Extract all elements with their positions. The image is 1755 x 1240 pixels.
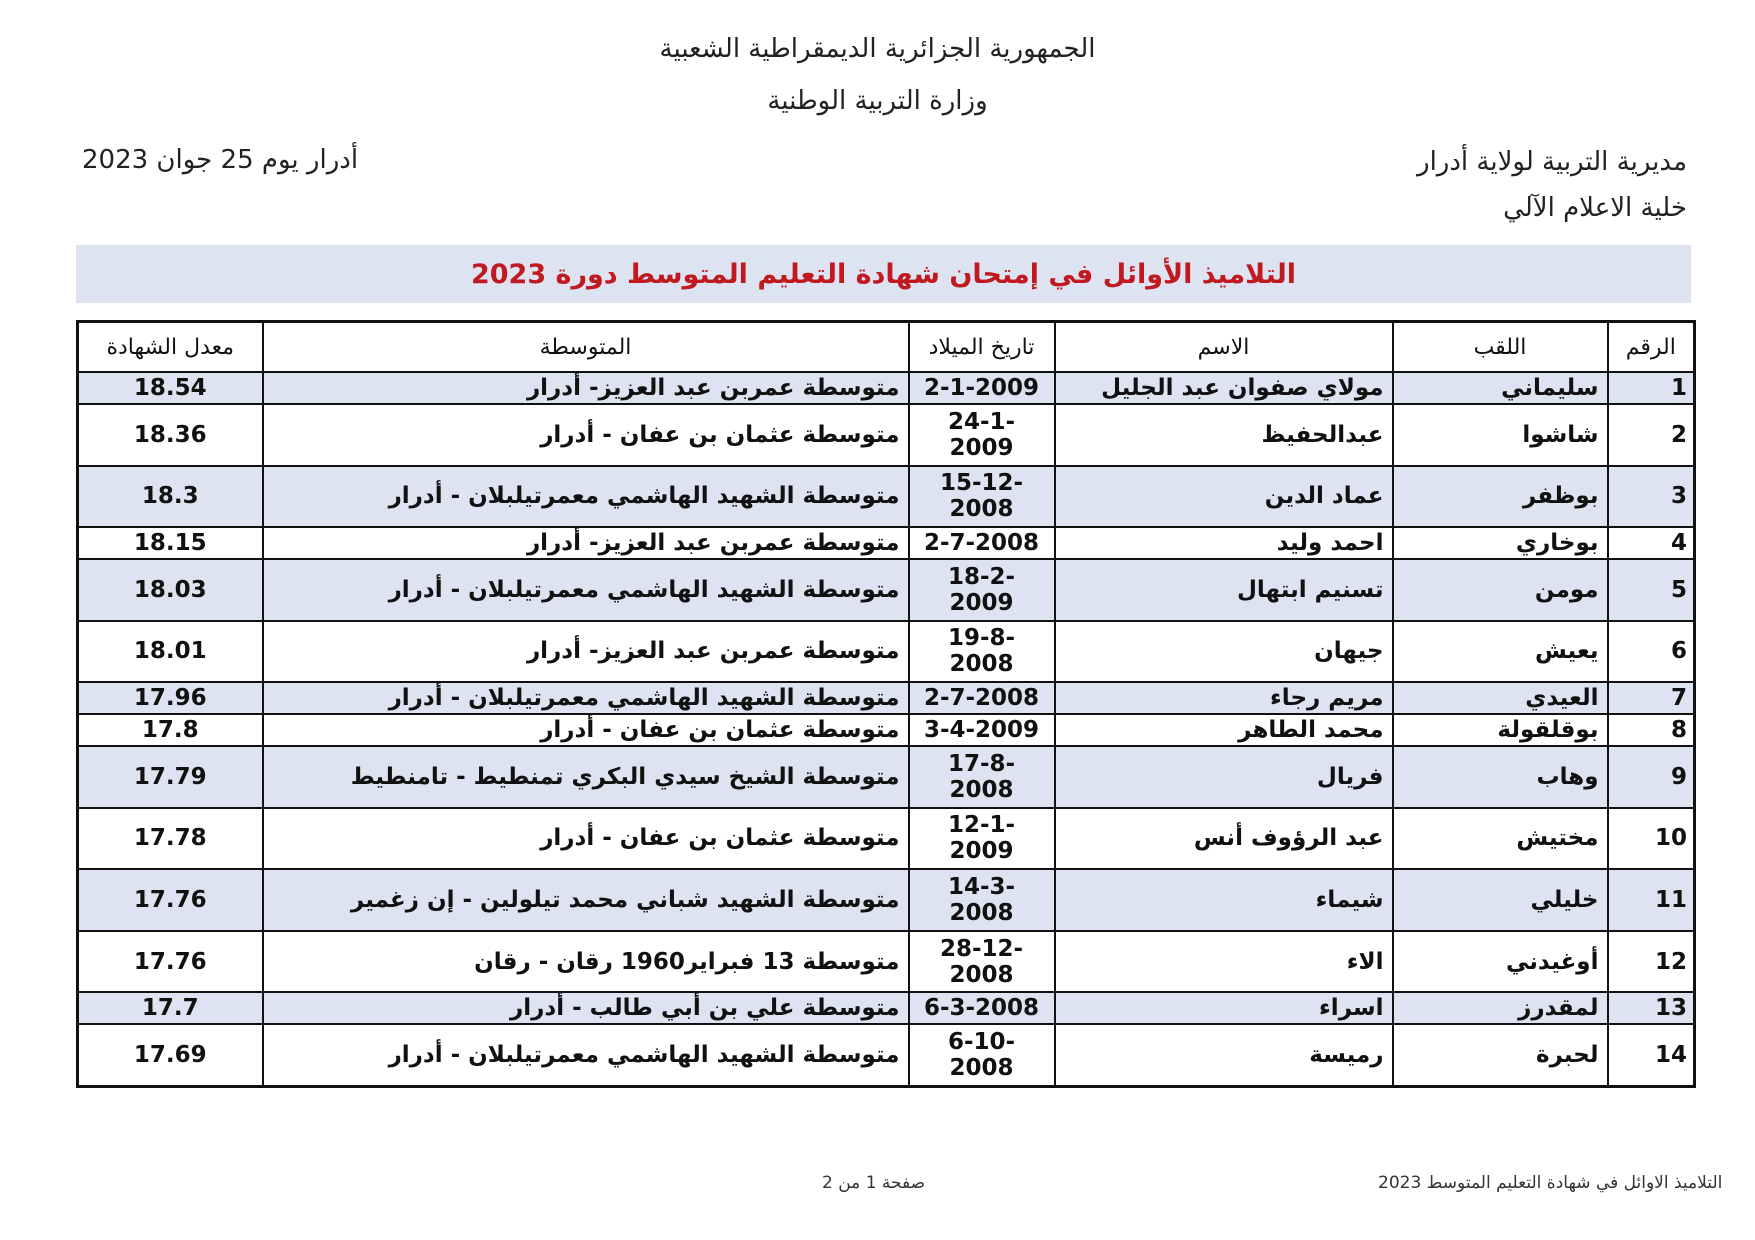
cell-average: 17.7: [78, 992, 263, 1024]
footer-doc-title: التلاميذ الاوائل في شهادة التعليم المتوسط 2023: [1378, 1173, 1723, 1193]
cell-dob: 2-1-2009: [909, 372, 1055, 404]
table-row: [78, 621, 1695, 683]
table-row: [78, 1024, 1695, 1086]
cell-school: متوسطة عثمان بن عفان - أدرار: [263, 404, 909, 466]
cell-rank: 13: [1608, 992, 1695, 1024]
table-row: [78, 808, 1695, 870]
cell-average: 17.78: [78, 808, 263, 870]
cell-average: 18.36: [78, 404, 263, 466]
cell-surname: لحبرة: [1393, 1024, 1608, 1086]
cell-school: متوسطة الشهيد شباني محمد تيلولين - إن زغمير: [263, 869, 909, 931]
cell-surname: وهاب: [1393, 746, 1608, 808]
cell-average: 18.15: [78, 527, 263, 559]
cell-name: مريم رجاء: [1055, 682, 1393, 714]
ministry-heading: وزارة التربية الوطنية: [767, 86, 988, 116]
cell-dob: 24-1-2009: [909, 404, 1055, 466]
cell-name: اسراء: [1055, 992, 1393, 1024]
cell-name: جيهان: [1055, 621, 1393, 683]
cell-name: عبدالحفيظ: [1055, 404, 1393, 466]
cell-rank: 5: [1608, 559, 1695, 621]
cell-surname: شاشوا: [1393, 404, 1608, 466]
cell-school: متوسطة عثمان بن عفان - أدرار: [263, 808, 909, 870]
cell-dob: 14-3-2008: [909, 869, 1055, 931]
column-header-average: معدل الشهادة: [78, 322, 263, 373]
cell-rank: 7: [1608, 682, 1695, 714]
column-header-name: الاسم: [1055, 322, 1393, 373]
cell-average: 18.3: [78, 466, 263, 528]
table-row: [78, 746, 1695, 808]
cell-rank: 14: [1608, 1024, 1695, 1086]
cell-name: تسنيم ابتهال: [1055, 559, 1393, 621]
directorate-label: مديرية التربية لولاية أدرار: [1417, 147, 1687, 177]
cell-rank: 1: [1608, 372, 1695, 404]
cell-name: احمد وليد: [1055, 527, 1393, 559]
cell-name: عماد الدين: [1055, 466, 1393, 528]
republic-heading: الجمهورية الجزائرية الديمقراطية الشعبية: [659, 34, 1096, 64]
cell-rank: 2: [1608, 404, 1695, 466]
date-line: أدرار يوم 25 جوان 2023: [82, 145, 359, 175]
cell-average: 18.01: [78, 621, 263, 683]
cell-average: 17.76: [78, 869, 263, 931]
cell-surname: بوظفر: [1393, 466, 1608, 528]
cell-school: متوسطة عمربن عبد العزيز- أدرار: [263, 527, 909, 559]
table-row: [78, 466, 1695, 528]
cell-rank: 6: [1608, 621, 1695, 683]
document-title: التلاميذ الأوائل في إمتحان شهادة التعليم المتوسط دورة 2023: [470, 258, 1297, 290]
table-row: [78, 931, 1695, 993]
cell-name: محمد الطاهر: [1055, 714, 1393, 746]
cell-dob: 2-7-2008: [909, 527, 1055, 559]
cell-school: متوسطة علي بن أبي طالب - أدرار: [263, 992, 909, 1024]
table-row: [78, 682, 1695, 714]
cell-average: 17.69: [78, 1024, 263, 1086]
cell-average: 18.03: [78, 559, 263, 621]
cell-school: متوسطة عمربن عبد العزيز- أدرار: [263, 372, 909, 404]
cell-school: متوسطة الشهيد الهاشمي معمرتيلبلان - أدرار: [263, 466, 909, 528]
footer-page-number: صفحة 1 من 2: [822, 1173, 926, 1193]
table-row: [78, 869, 1695, 931]
cell-dob: 3-4-2009: [909, 714, 1055, 746]
cell-name: عبد الرؤوف أنس: [1055, 808, 1393, 870]
cell-surname: سليماني: [1393, 372, 1608, 404]
cell-rank: 8: [1608, 714, 1695, 746]
cell-dob: 28-12-2008: [909, 931, 1055, 993]
cell-school: متوسطة الشيخ سيدي البكري تمنطيط - تامنطيط: [263, 746, 909, 808]
table-row: [78, 372, 1695, 404]
cell-surname: لمقدرز: [1393, 992, 1608, 1024]
cell-surname: أوغيدني: [1393, 931, 1608, 993]
cell-surname: العيدي: [1393, 682, 1608, 714]
cell-rank: 9: [1608, 746, 1695, 808]
cell-rank: 10: [1608, 808, 1695, 870]
cell-school: متوسطة 13 فبراير1960 رقان - رقان: [263, 931, 909, 993]
table-row: [78, 559, 1695, 621]
cell-name: الاء: [1055, 931, 1393, 993]
cell-dob: 12-1-2009: [909, 808, 1055, 870]
cell-dob: 15-12-2008: [909, 466, 1055, 528]
cell-dob: 17-8-2008: [909, 746, 1055, 808]
cell-school: متوسطة الشهيد الهاشمي معمرتيلبلان - أدرار: [263, 682, 909, 714]
cell-average: 17.79: [78, 746, 263, 808]
column-header-dob: تاريخ الميلاد: [909, 322, 1055, 373]
table-row: [78, 992, 1695, 1024]
cell-name: شيماء: [1055, 869, 1393, 931]
cell-average: 18.54: [78, 372, 263, 404]
cell-average: 17.8: [78, 714, 263, 746]
cell-rank: 3: [1608, 466, 1695, 528]
cell-surname: مختيش: [1393, 808, 1608, 870]
title-band: [76, 245, 1691, 303]
cell-dob: 2-7-2008: [909, 682, 1055, 714]
cell-surname: بوقلقولة: [1393, 714, 1608, 746]
cell-label: خلية الاعلام الآلي: [1503, 193, 1687, 223]
table-header-row: [78, 322, 1695, 373]
table-row: [78, 404, 1695, 466]
column-header-rank: الرقم: [1608, 322, 1695, 373]
cell-dob: 19-8-2008: [909, 621, 1055, 683]
cell-dob: 6-10-2008: [909, 1024, 1055, 1086]
cell-school: متوسطة عثمان بن عفان - أدرار: [263, 714, 909, 746]
cell-school: متوسطة الشهيد الهاشمي معمرتيلبلان - أدرار: [263, 1024, 909, 1086]
cell-school: متوسطة عمربن عبد العزيز- أدرار: [263, 621, 909, 683]
table-row: [78, 527, 1695, 559]
column-header-school: المتوسطة: [263, 322, 909, 373]
cell-name: رميسة: [1055, 1024, 1393, 1086]
cell-rank: 11: [1608, 869, 1695, 931]
cell-rank: 12: [1608, 931, 1695, 993]
cell-name: مولاي صفوان عبد الجليل: [1055, 372, 1393, 404]
cell-dob: 6-3-2008: [909, 992, 1055, 1024]
cell-average: 17.96: [78, 682, 263, 714]
cell-rank: 4: [1608, 527, 1695, 559]
table-row: [78, 714, 1695, 746]
cell-average: 17.76: [78, 931, 263, 993]
column-header-surname: اللقب: [1393, 322, 1608, 373]
cell-name: فريال: [1055, 746, 1393, 808]
results-table: [76, 320, 1696, 1088]
cell-surname: مومن: [1393, 559, 1608, 621]
cell-dob: 18-2-2009: [909, 559, 1055, 621]
cell-surname: يعيش: [1393, 621, 1608, 683]
cell-surname: خليلي: [1393, 869, 1608, 931]
cell-school: متوسطة الشهيد الهاشمي معمرتيلبلان - أدرار: [263, 559, 909, 621]
cell-surname: بوخاري: [1393, 527, 1608, 559]
